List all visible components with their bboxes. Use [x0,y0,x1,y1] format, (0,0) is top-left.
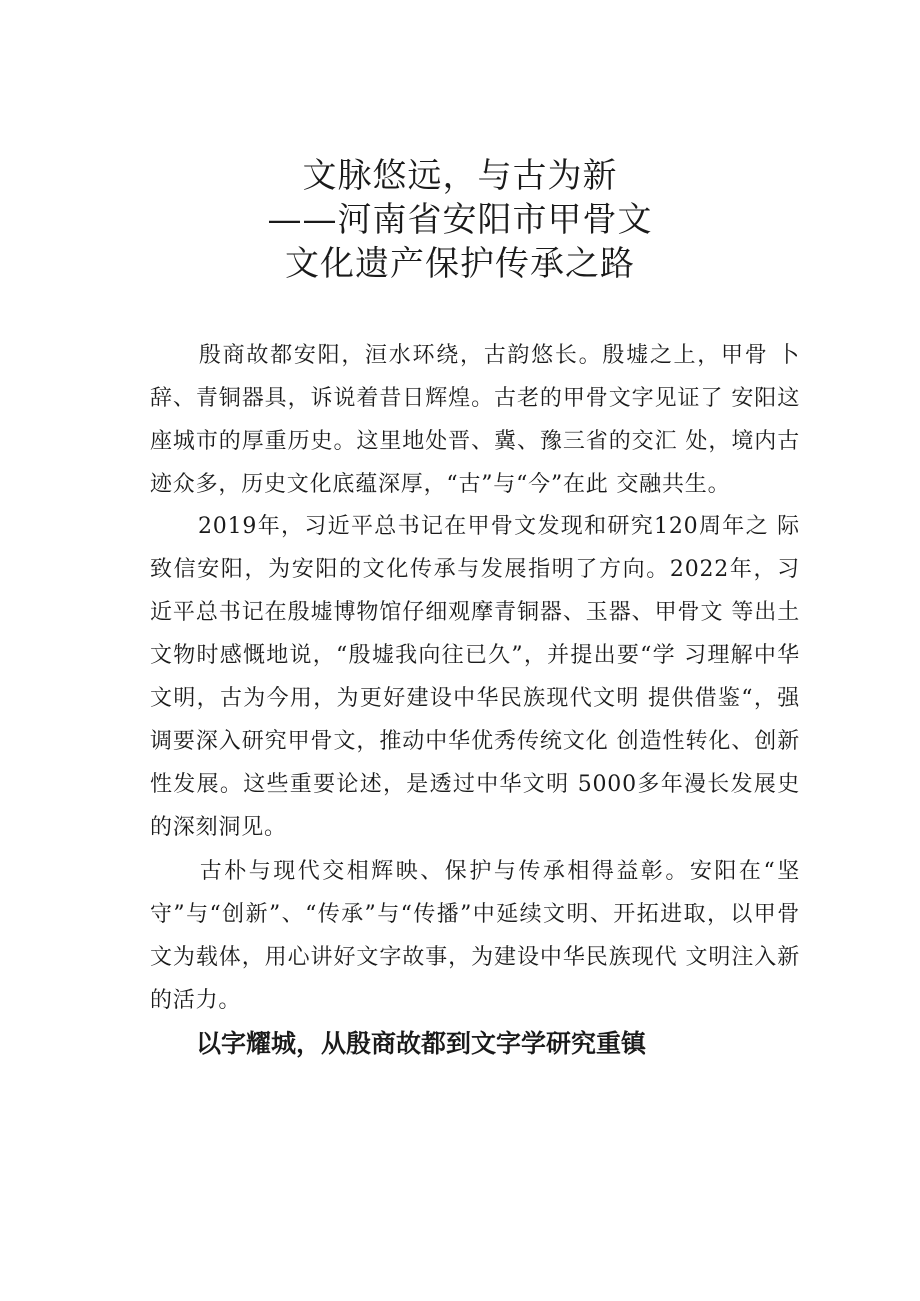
paragraph-3 [150,850,800,1022]
title-line-3: 文化遗产保护传承之路 [285,244,635,284]
title-line-2: ——河南省安阳市甲骨文 [267,200,653,240]
paragraph-2-text: 2019年，习近平总书记在甲骨文发现和研究120周年之 际致信安阳，为安阳的文化传承与发展指明了方向。2022年，习近平总书记在殷墟博物馆仔细观摩青铜器、玉器、甲骨文 等出土文物时感慨地说，“殷墟我向往已久”，并提出要“学 习理解中华文明，古为今用，为更好建设中华民族现代文明 提供借鉴“，强调要深入研究甲骨文，推动中华优秀传统文化 创造性转化、创新性发展。这些重要论述，是透过中华文明 5000多年漫长发展史的深刻洞见。 [150,514,800,840]
title-line-1: 文脉悠远，与古为新 [302,156,618,196]
document-title [0,154,920,286]
paragraph-3-text: 古朴与现代交相辉映、保护与传承相得益彰。安阳在“坚 守”与“创新”、“传承”与“传播”中延续文明、开拓进取，以甲骨文为载体，用心讲好文字故事，为建设中华民族现代 文明注入新的活力。 [150,859,800,1013]
paragraph-1 [150,334,800,506]
paragraph-1-text: 殷商故都安阳，洹水环绕，古韵悠长。殷墟之上，甲骨 卜辞、青铜器具，诉说着昔日辉煌。古老的甲骨文字见证了 安阳这座城市的厚重历史。这里地处晋、冀、豫三省的交汇 处，境内古迹众多，历史文化底蕴深厚，“古”与“今”在此 交融共生。 [150,343,800,497]
section-heading: 以字耀城，从殷商故都到文字学研究重镇 [196,1029,647,1058]
paragraph-2 [150,505,800,849]
